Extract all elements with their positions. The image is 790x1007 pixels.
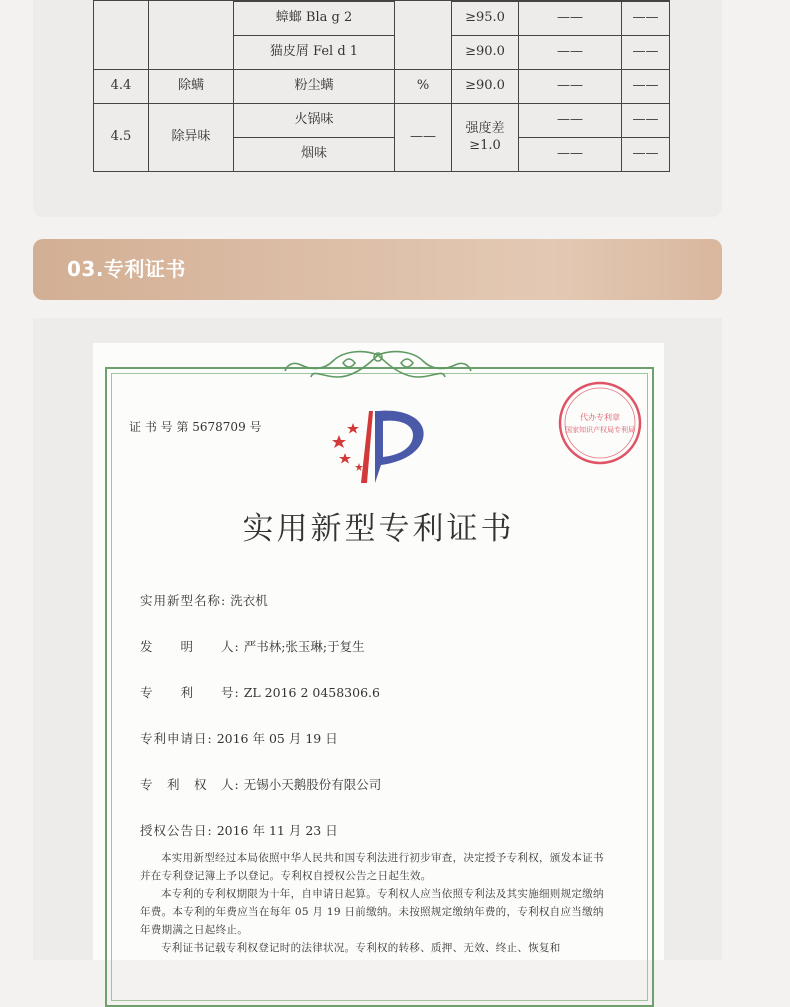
table-cell: —— [622, 70, 670, 104]
certificate-title: 实用新型专利证书 [242, 511, 515, 547]
body-paragraph: 本实用新型经过本局依照中华人民共和国专利法进行初步审查，决定授予专利权，颁发本证书并在专利登记簿上予以登记。专利权自授权公告之日起生效。 [140, 852, 604, 882]
body-paragraph: 本专利的专利权期限为十年，自申请日起算。专利权人应当依照专利法及其实施细则规定缴纳年费。本专利的年费应当在每年 05 月 19 日前缴纳。未按照规定缴纳年费的，专利权自应当缴纳年费期满之日起终止。 [140, 888, 604, 936]
table-cell: ≥90.0 [452, 36, 519, 70]
official-seal-icon [556, 379, 644, 467]
table-cell [149, 1, 234, 70]
table-cell: —— [519, 36, 622, 70]
table-cell: 烟味 [234, 138, 395, 172]
table-cell: 4.4 [94, 70, 149, 104]
table-cell: % [395, 70, 452, 104]
table-cell: 猫皮屑 Fel d 1 [234, 36, 395, 70]
table-cell: 4.5 [94, 104, 149, 172]
patent-office-logo-icon [331, 405, 431, 485]
table-cell: —— [622, 36, 670, 70]
certificate-number: 证 书 号 第 5678709 号 [129, 420, 262, 434]
field-grant-date: 授权公告日: 2016 年 11 月 23 日 [140, 823, 338, 838]
table-cell: 除异味 [149, 104, 234, 172]
table-cell: —— [395, 104, 452, 172]
body-paragraph: 专利证书记载专利权登记时的法律状况。专利权的转移、质押、无效、终止、恢复和 [161, 942, 561, 954]
table-cell [395, 1, 452, 70]
field-application-date: 专利申请日: 2016 年 05 月 19 日 [140, 731, 338, 746]
table-cell: —— [622, 138, 670, 172]
table-row [94, 70, 670, 104]
ornament-icon [283, 347, 473, 387]
table-cell: 粉尘螨 [234, 70, 395, 104]
table-cell: 除螨 [149, 70, 234, 104]
table-cell: —— [519, 138, 622, 172]
field-inventors: 发 明 人: 严书林;张玉琳;于复生 [140, 639, 365, 654]
table-cell: —— [519, 104, 622, 138]
table-row [94, 104, 670, 138]
table-cell: 强度差≥1.0 [452, 104, 519, 172]
section-header-patent: 03.专利证书 [33, 239, 722, 300]
table-cell: —— [622, 104, 670, 138]
certificate-body [140, 849, 610, 957]
table-cell: —— [519, 2, 622, 36]
seal-text: 国家知识产权局专利局 [565, 426, 635, 434]
table-cell: —— [519, 70, 622, 104]
field-name: 实用新型名称: 洗衣机 [140, 593, 268, 608]
patent-certificate [93, 343, 664, 960]
field-patentee: 专 利 权 人: 无锡小天鹅股份有限公司 [140, 777, 382, 792]
svg-text:代办专利章: 代办专利章 [580, 413, 620, 422]
table-cell: —— [622, 2, 670, 36]
table-cell: ≥90.0 [452, 70, 519, 104]
table-cell: 火锅味 [234, 104, 395, 138]
table-cell [94, 1, 149, 70]
field-patent-number: 专 利 号: ZL 2016 2 0458306.6 [140, 685, 380, 700]
table-cell: 蟑螂 Bla g 2 [234, 2, 395, 36]
table-cell: ≥95.0 [452, 2, 519, 36]
test-spec-table [93, 0, 670, 172]
